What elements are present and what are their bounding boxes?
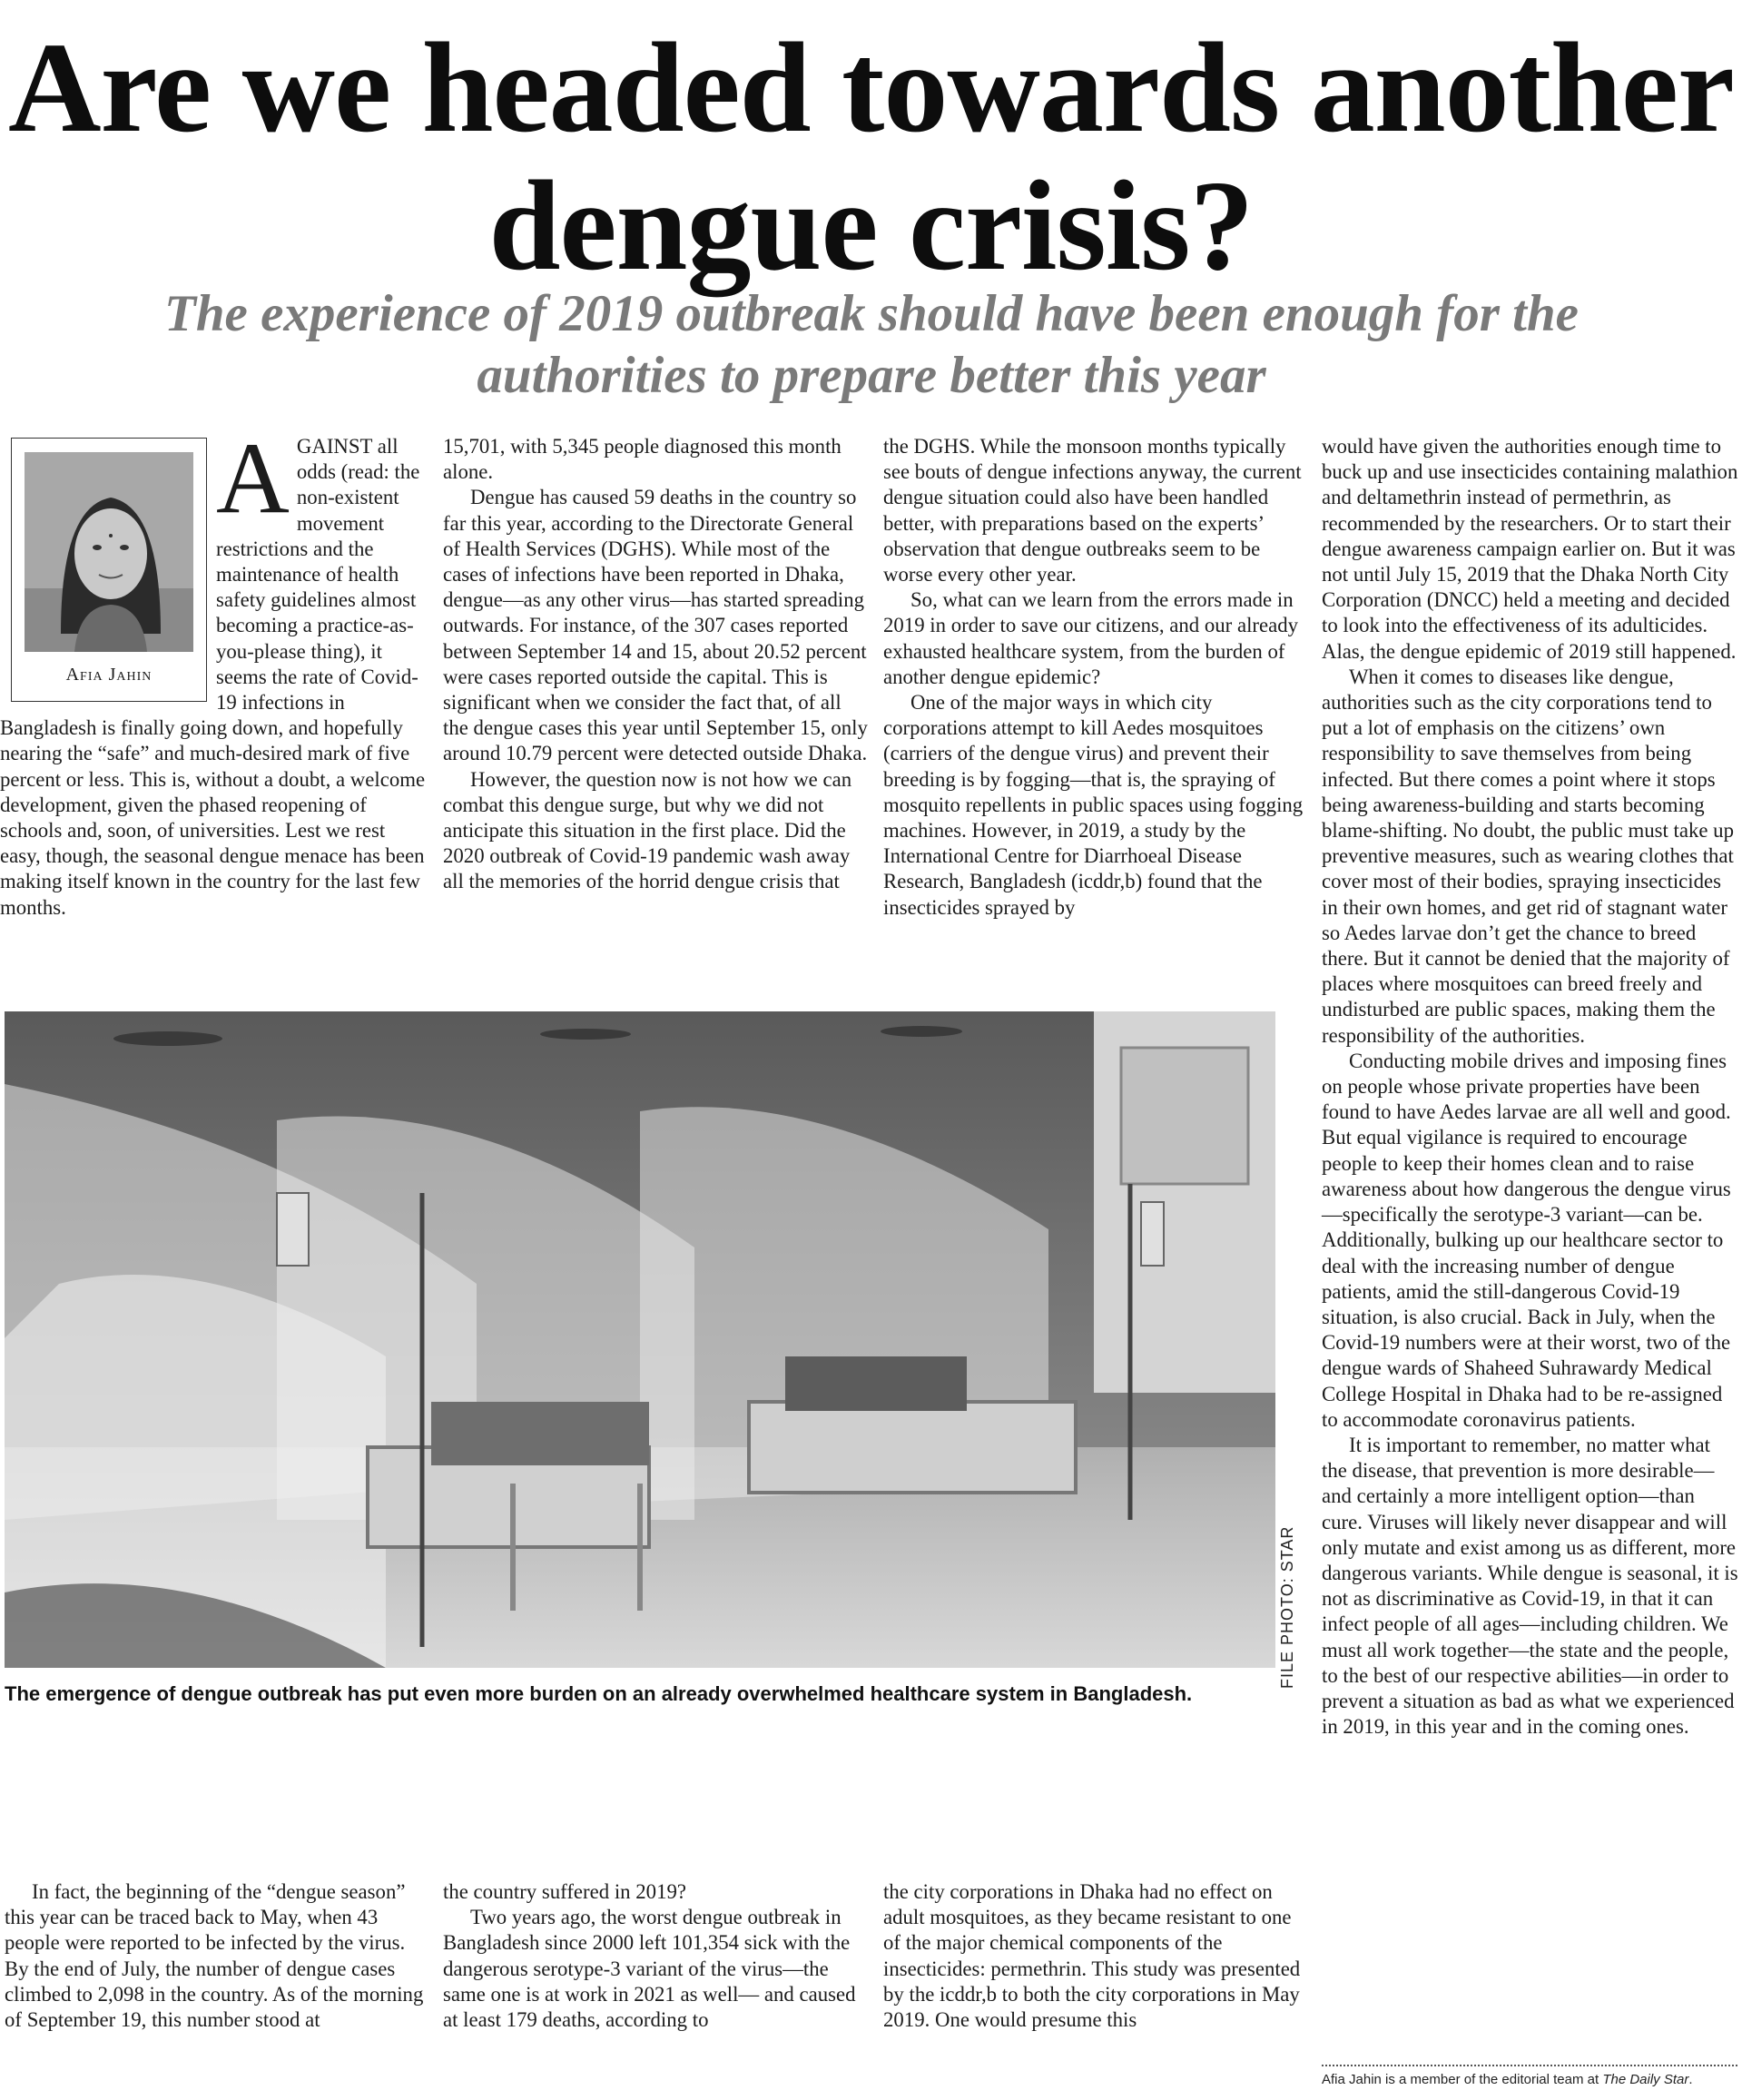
photo-caption: The emergence of dengue outbreak has put even more burden on an already overwhelmed healthcare system in Bangladesh.	[5, 1682, 1193, 1705]
bottom-column-2	[443, 1879, 871, 2033]
article-column-3	[883, 434, 1312, 921]
drop-cap: A	[216, 422, 290, 535]
hospital-ward-photo	[5, 1011, 1275, 1668]
headline: Are we headed towards another dengue crisis?	[8, 15, 1734, 297]
bio-text: Afia Jahin is a member of the editorial team at	[1322, 2072, 1599, 2087]
bottom-column-3	[883, 1879, 1312, 2033]
publication-name: The Daily Star	[1602, 2072, 1689, 2087]
subheadline: The experience of 2019 outbreak should have been enough for the authorities to prepare better this year	[164, 285, 1579, 404]
author-name: Afia Jahin	[65, 665, 153, 685]
paragraph: One of the major ways in which city corporations attempt to kill Aedes mosquitoes (carriers of the dengue virus) and prevent their breeding is by fogging—that is, the spraying of mosquito repellents in public spaces using fogging machines. However, in 2019, a study by the International Centre for Diarrhoeal Disease Research, Bangladesh (icddr,b) found that the insecticides sprayed by	[883, 691, 1304, 919]
dengue-ward-image	[5, 1011, 1275, 1668]
bio-period: .	[1688, 2072, 1693, 2087]
paragraph: Conducting mobile drives and imposing fines on people whose private properties have been found to have Aedes larvae are all well and good. But equal vigilance is required to encourage people to keep their homes clean and to raise awareness about how dangerous the dengue virus—specifically the serotype-3 variant—can be. Additionally, bulking up our healthcare sector to deal with the increasing number of dengue patients, amid the still-dangerous Covid-19 situation, is also crucial. Back in July, when the Covid-19 numbers were at their worst, two of the dengue wards of Shaheed Suhrawardy Medical College Hospital in Dhaka had to be re-assigned to accommodate coronavirus patients.	[1322, 1049, 1731, 1431]
paragraph: However, the question now is not how we can combat this dengue surge, but why we did not anticipate this situation in the first place. Did the 2020 outbreak of Covid-19 pandemic wash away all the memories of the horrid dengue crisis that	[443, 767, 852, 893]
paragraph: Dengue has caused 59 deaths in the country so far this year, according to the Directorate General of Health Services (DGHS). While most of the cases of infections have been reported in Dhaka, dengue—as any other virus—has started spreading outwards. For instance, of the 307 cases reported between September 14 and 15, about 20.52 percent were cases reported outside the capital. This is significant when we consider the fact that, of all the dengue cases this year until September 15, only around 10.79 percent were detected outside Dhaka.	[443, 486, 868, 765]
paragraph: the DGHS. While the monsoon months typically see bouts of dengue infections anyway, the current dengue situation could also have been handled better, with preparations based on the experts’ observation that dengue outbreaks seem to be worse every other year.	[883, 435, 1302, 587]
author-bio-note	[1322, 2072, 1739, 2087]
article-column-2	[443, 434, 871, 895]
photo-credit: FILE PHOTO: STAR	[1278, 1525, 1296, 1689]
paragraph: So, what can we learn from the errors made in 2019 in order to save our citizens, and our already exhausted healthcare system, from the burden of another dengue epidemic?	[883, 588, 1299, 688]
paragraph: 15,701, with 5,345 people diagnosed this month alone.	[443, 435, 841, 484]
bottom-column-1	[5, 1879, 425, 2033]
paragraph: Two years ago, the worst dengue outbreak in Bangladesh since 2000 left 101,354 sick with the dangerous serotype-3 variant of the virus—the same one is at work in 2021 as well— and caused at least 179 deaths, according to	[443, 1906, 856, 2032]
footer-divider	[1322, 2065, 1737, 2066]
article-column-1	[0, 422, 427, 921]
article-column-4	[1322, 434, 1739, 1740]
paragraph: GAINST all odds (read: the non-existent movement restrictions and the maintenance of health safety guidelines almost becoming a practice-as-you-please thing), it seems the rate of Covid-19 infections in Bangladesh is finally going down, and hopefully nearing the “safe” and much-desired mark of five percent or less. This is, without a doubt, a welcome development, given the phased reopening of schools and, soon, of universities. Lest we rest easy, though, the seasonal dengue menace has been making itself known in the country for the last few months.	[0, 435, 426, 919]
paragraph: It is important to remember, no matter what the disease, that prevention is more desirable—and certainly a more intelligent option—than cure. Viruses will likely never disappear and will only mutate and exist among us as different, more dangerous variants. While dengue is seasonal, it is not as discriminative as Covid-19, in that it can infect people of all ages—including children. We must all work together—the state and the people, to the best of our respective abilities—in order to prevent a situation as bad as what we experienced in 2019, in this year and in the coming ones.	[1322, 1433, 1738, 1739]
paragraph: In fact, the beginning of the “dengue season” this year can be traced back to May, when 43 people were reported to be infected by the virus. By the end of July, the number of dengue cases climbed to 2,098 in the country. As of the morning of September 19, this number stood at	[5, 1880, 424, 2032]
paragraph: the country suffered in 2019?	[443, 1880, 686, 1903]
paragraph: When it comes to diseases like dengue, authorities such as the city corporations tend to put a lot of emphasis on the citizens’ own responsibility to save themselves from being infected. But there comes a point where it stops being awareness-building and starts becoming blame-shifting. No doubt, the public must take up preventive measures, such as wearing clothes that cover most of their bodies, spraying insecticides in their own homes, and get rid of stagnant water so Aedes larvae don’t get the chance to breed there. But it cannot be denied that the majority of places where mosquitoes can breed freely and undisturbed are public spaces, making them the responsibility of the authorities.	[1322, 665, 1734, 1047]
paragraph: would have given the authorities enough time to buck up and use insecticides containing malathion and deltamethrin instead of permethrin, as recommended by the researchers. Or to start their dengue awareness campaign earlier on. But it was not until July 15, 2019 that the Dhaka North City Corporation (DNCC) held a meeting and decided to look into the effectiveness of its adulticides. Alas, the dengue epidemic of 2019 still happened.	[1322, 435, 1738, 663]
paragraph: the city corporations in Dhaka had no effect on adult mosquitoes, as they became resistant to one of the major chemical components of the insecticides: permethrin. This study was presented by the icddr,b to both the city corporations in May 2019. One would presume this	[883, 1880, 1301, 2032]
